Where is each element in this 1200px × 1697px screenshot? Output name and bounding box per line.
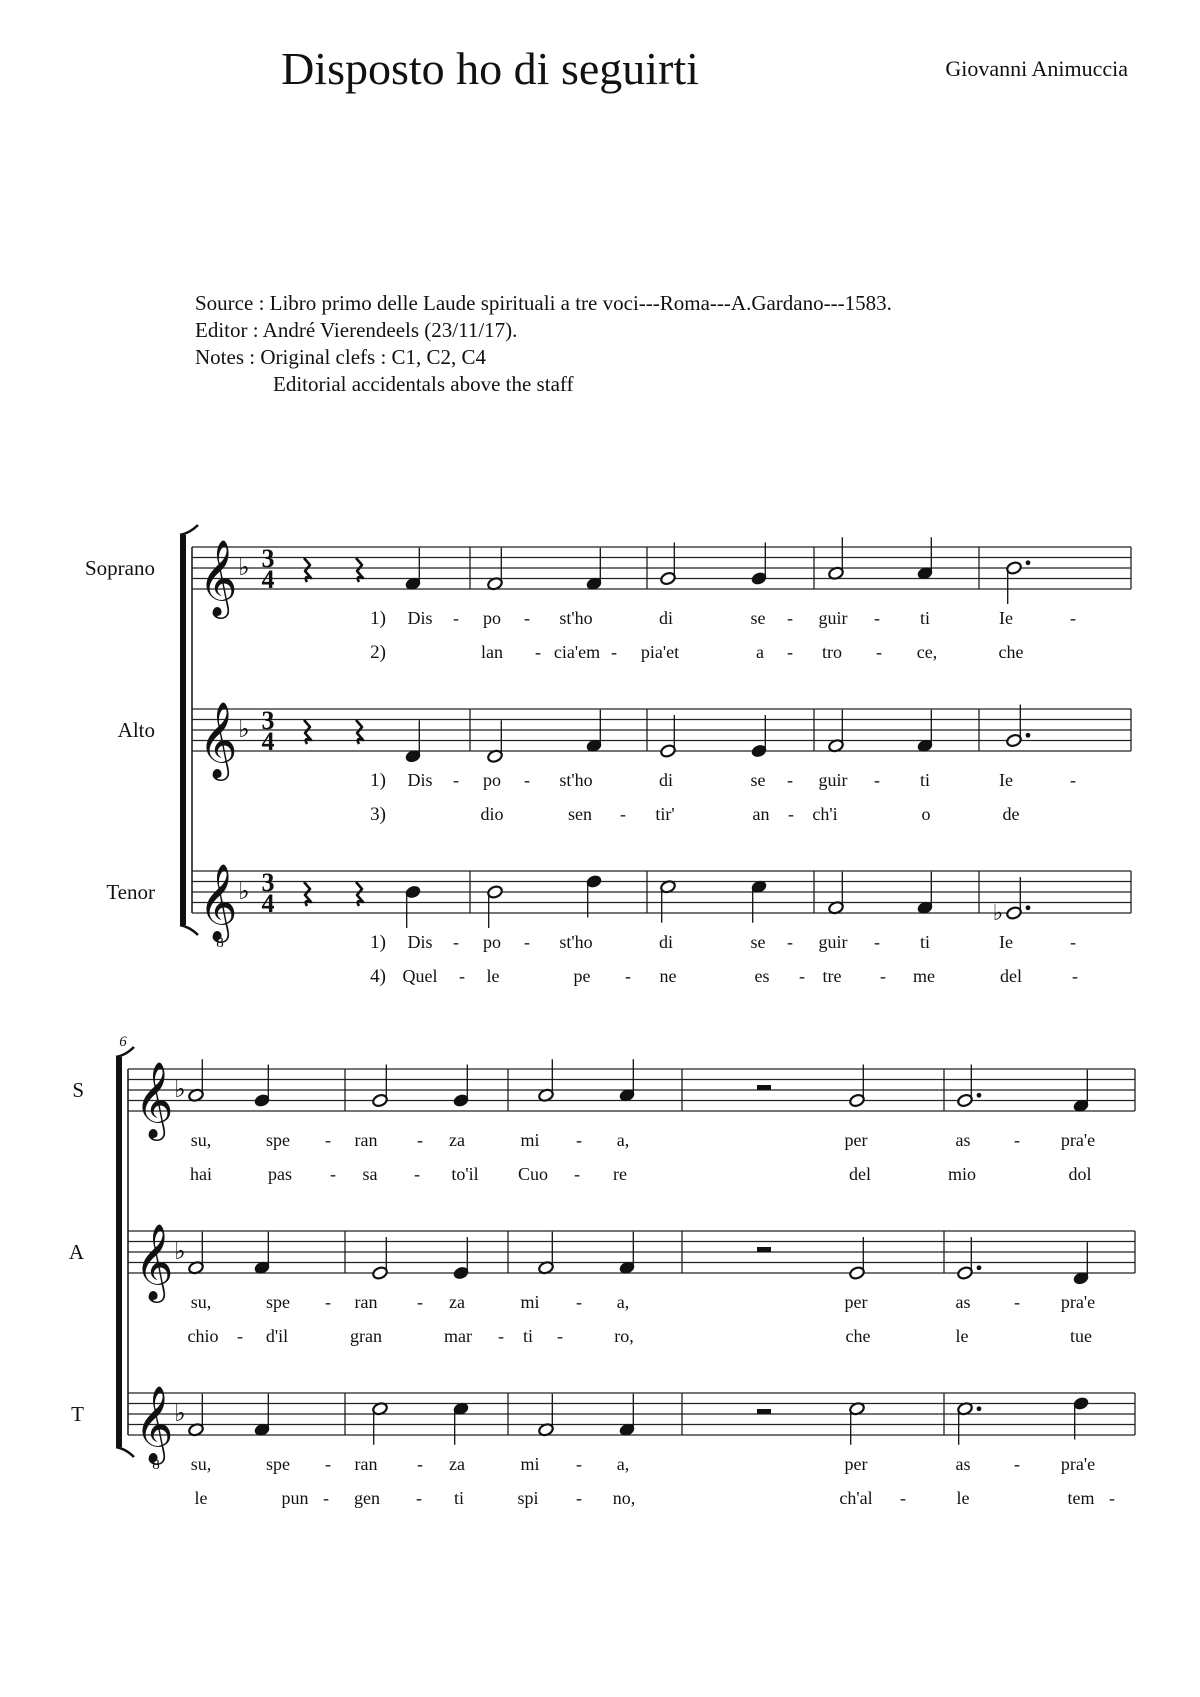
hyphen: - (416, 1488, 422, 1508)
hyphen: - (576, 1454, 582, 1474)
lyric-syllable: gran (350, 1326, 382, 1346)
bracket-bottom (116, 1447, 134, 1457)
lyric-syllable: ti (522, 1326, 534, 1346)
hyphen: - (1070, 770, 1076, 790)
hyphen: - (498, 1326, 504, 1346)
accidentals-line: Editorial accidentals above the staff (273, 372, 574, 396)
lyric-syllable: lan (481, 642, 503, 662)
augmentation-dot (977, 1265, 982, 1270)
system-bracket (180, 535, 186, 925)
lyric-syllable: tir' (655, 804, 675, 824)
hyphen: - (325, 1130, 331, 1150)
augmentation-dot (1026, 905, 1031, 910)
lyric-syllable: guir (818, 608, 848, 628)
lyric-syllable: es (754, 966, 770, 986)
key-signature-flat: ♭ (238, 879, 250, 905)
lyric-syllable: ne (659, 966, 677, 986)
hyphen: - (1109, 1488, 1115, 1508)
lyric-syllable: Quel (402, 966, 438, 986)
hyphen: - (625, 966, 631, 986)
lyric-syllable: ti (453, 1488, 465, 1508)
hyphen: - (330, 1164, 336, 1184)
lyric-syllable: ran (354, 1292, 378, 1312)
lyric-syllable: Dis (407, 770, 433, 790)
hyphen: - (611, 642, 617, 662)
lyric-syllable: tem (1067, 1488, 1095, 1508)
half-rest (757, 1409, 771, 1414)
lyric-syllable: tre (822, 966, 842, 986)
lyric-syllable: mi (520, 1454, 540, 1474)
lyric-syllable: st'ho (559, 770, 593, 790)
lyric-syllable: as (955, 1292, 971, 1312)
lyric-syllable: za (449, 1130, 465, 1150)
lyric-syllable: del (849, 1164, 871, 1184)
hyphen: - (787, 932, 793, 952)
lyric-syllable: za (449, 1292, 465, 1312)
hyphen: - (788, 804, 794, 824)
octave-marker: 8 (152, 1457, 160, 1473)
lyric-syllable: ran (354, 1130, 378, 1150)
hyphen: - (417, 1292, 423, 1312)
staff-name: Alto (117, 718, 155, 742)
lyric-syllable: no, (612, 1488, 636, 1508)
lyric-syllable: che (998, 642, 1024, 662)
lyric-syllable: ti (919, 770, 931, 790)
lyric-syllable: Ie (999, 770, 1013, 790)
lyric-syllable: Dis (407, 932, 433, 952)
lyric-syllable: tro (822, 642, 842, 662)
lyric-syllable: sa (362, 1164, 378, 1184)
lyric-syllable: po (483, 770, 501, 790)
page-title: Disposto ho di seguirti (281, 43, 699, 94)
staff-name: T (71, 1402, 84, 1426)
augmentation-dot (977, 1406, 982, 1411)
lyric-syllable: hai (190, 1164, 212, 1184)
hyphen: - (874, 932, 880, 952)
hyphen: - (576, 1292, 582, 1312)
lyric-syllable: tue (1070, 1326, 1092, 1346)
hyphen: - (414, 1164, 420, 1184)
verse-number: 2) (370, 642, 386, 663)
key-signature-flat: ♭ (174, 1239, 186, 1265)
lyric-syllable: mi (520, 1292, 540, 1312)
lyric-syllable: guir (818, 932, 848, 952)
hyphen: - (459, 966, 465, 986)
treble-clef: 𝄞 (198, 704, 238, 777)
bracket-top (180, 525, 198, 535)
verse-number: 1) (370, 932, 386, 953)
key-signature-flat: ♭ (238, 717, 250, 743)
lyric-syllable: su, (190, 1292, 212, 1312)
lyric-syllable: per (844, 1292, 868, 1312)
key-signature-flat: ♭ (174, 1077, 186, 1103)
treble-clef: 𝄞 (198, 542, 238, 615)
lyric-syllable: ce, (916, 642, 938, 662)
verse-number: 3) (370, 804, 386, 825)
half-rest (757, 1247, 771, 1252)
staff-name: Tenor (106, 880, 155, 904)
lyric-syllable: ro, (614, 1326, 634, 1346)
verse-number: 1) (370, 608, 386, 629)
hyphen: - (325, 1292, 331, 1312)
lyric-syllable: a, (616, 1454, 630, 1474)
lyric-syllable: Cuo (517, 1164, 549, 1184)
hyphen: - (574, 1164, 580, 1184)
composer: Giovanni Animuccia (945, 56, 1128, 81)
hyphen: - (417, 1454, 423, 1474)
hyphen: - (787, 770, 793, 790)
hyphen: - (1014, 1130, 1020, 1150)
lyric-syllable: a, (616, 1292, 630, 1312)
lyric-syllable: za (449, 1454, 465, 1474)
lyric-syllable: pas (268, 1164, 292, 1184)
hyphen: - (787, 642, 793, 662)
hyphen: - (576, 1130, 582, 1150)
lyric-syllable: po (483, 608, 501, 628)
lyric-syllable: me (913, 966, 935, 986)
hyphen: - (323, 1488, 329, 1508)
source-line: Source : Libro primo delle Laude spirituali a tre voci---Roma---A.Gardano---1583. (195, 291, 892, 315)
lyric-syllable: Ie (999, 608, 1013, 628)
treble-clef: 𝄞 (134, 1064, 174, 1137)
lyric-syllable: ti (919, 932, 931, 952)
hyphen: - (876, 642, 882, 662)
staff-name: A (68, 1240, 84, 1264)
lyric-syllable: di (658, 932, 674, 952)
lyric-syllable: di (658, 770, 674, 790)
lyric-syllable: gen (354, 1488, 380, 1508)
lyric-syllable: di (658, 608, 674, 628)
augmentation-dot (1026, 560, 1031, 565)
lyric-syllable: spi (517, 1488, 539, 1508)
lyric-syllable: per (844, 1130, 868, 1150)
verse-number: 4) (370, 966, 386, 987)
lyric-syllable: le (955, 1326, 969, 1346)
lyric-syllable: le (956, 1488, 970, 1508)
lyric-syllable: per (844, 1454, 868, 1474)
key-signature-flat: ♭ (174, 1401, 186, 1427)
hyphen: - (453, 770, 459, 790)
lyric-syllable: mar (444, 1326, 472, 1346)
lyric-syllable: as (955, 1130, 971, 1150)
lyric-syllable: spe (266, 1292, 290, 1312)
hyphen: - (453, 932, 459, 952)
hyphen: - (524, 932, 530, 952)
hyphen: - (237, 1326, 243, 1346)
hyphen: - (874, 770, 880, 790)
time-signature-top: 3 (261, 544, 275, 573)
hyphen: - (787, 608, 793, 628)
verse-number: 1) (370, 770, 386, 791)
lyric-syllable: spe (266, 1130, 290, 1150)
time-signature-top: 3 (261, 868, 275, 897)
lyric-syllable: le (486, 966, 500, 986)
lyric-syllable: pra'e (1060, 1130, 1096, 1150)
clefs-line: Notes : Original clefs : C1, C2, C4 (195, 345, 487, 369)
hyphen: - (1070, 608, 1076, 628)
lyric-syllable: po (483, 932, 501, 952)
hyphen: - (900, 1488, 906, 1508)
editor-line: Editor : André Vierendeels (23/11/17). (195, 318, 518, 342)
lyric-syllable: ch'i (812, 804, 838, 824)
lyric-syllable: st'ho (559, 932, 593, 952)
lyric-syllable: an (752, 804, 770, 824)
treble-clef: 𝄞 (134, 1226, 174, 1299)
lyric-syllable: spe (266, 1454, 290, 1474)
hyphen: - (799, 966, 805, 986)
staff-name: Soprano (85, 556, 155, 580)
time-signature-bottom: 4 (261, 889, 275, 918)
lyric-syllable: as (955, 1454, 971, 1474)
hyphen: - (453, 608, 459, 628)
hyphen: - (1014, 1292, 1020, 1312)
lyric-syllable: pe (573, 966, 591, 986)
hyphen: - (417, 1130, 423, 1150)
lyric-syllable: ch'al (839, 1488, 873, 1508)
key-signature-flat: ♭ (238, 555, 250, 581)
augmentation-dot (977, 1093, 982, 1098)
octave-marker: 8 (216, 935, 224, 951)
lyric-syllable: de (1002, 804, 1020, 824)
lyric-syllable: su, (190, 1454, 212, 1474)
lyric-syllable: se (750, 932, 766, 952)
time-signature-top: 3 (261, 706, 275, 735)
hyphen: - (1014, 1454, 1020, 1474)
lyric-syllable: ti (919, 608, 931, 628)
hyphen: - (576, 1488, 582, 1508)
hyphen: - (535, 642, 541, 662)
accidental-flat: ♭ (992, 900, 1004, 925)
lyric-syllable: guir (818, 770, 848, 790)
lyric-syllable: a, (616, 1130, 630, 1150)
lyric-syllable: Dis (407, 608, 433, 628)
hyphen: - (557, 1326, 563, 1346)
lyric-syllable: ran (354, 1454, 378, 1474)
half-rest (757, 1085, 771, 1090)
lyric-syllable: mi (520, 1130, 540, 1150)
staff-name: S (72, 1078, 84, 1102)
measure-number: 6 (119, 1034, 127, 1050)
lyric-syllable: dio (480, 804, 504, 824)
lyric-syllable: pun (281, 1488, 309, 1508)
lyric-syllable: Ie (999, 932, 1013, 952)
time-signature-bottom: 4 (261, 565, 275, 594)
treble-clef: 𝄞 (198, 866, 238, 939)
lyric-syllable: se (750, 608, 766, 628)
hyphen: - (874, 608, 880, 628)
lyric-syllable: sen (568, 804, 592, 824)
lyric-syllable: pra'e (1060, 1454, 1096, 1474)
treble-clef: 𝄞 (134, 1388, 174, 1461)
lyric-syllable: le (194, 1488, 208, 1508)
lyric-syllable: dol (1068, 1164, 1092, 1184)
lyric-syllable: to'il (451, 1164, 479, 1184)
lyric-syllable: cia'em (553, 642, 601, 662)
time-signature-bottom: 4 (261, 727, 275, 756)
bracket-bottom (180, 925, 198, 935)
lyric-syllable: re (613, 1164, 627, 1184)
lyric-syllable: st'ho (559, 608, 593, 628)
lyric-syllable: chio (187, 1326, 219, 1346)
hyphen: - (524, 608, 530, 628)
lyric-syllable: o (921, 804, 931, 824)
system-bracket (116, 1057, 122, 1447)
lyric-syllable: pia'et (640, 642, 680, 662)
hyphen: - (880, 966, 886, 986)
lyric-syllable: se (750, 770, 766, 790)
lyric-syllable: d'il (265, 1326, 289, 1346)
hyphen: - (325, 1454, 331, 1474)
lyric-syllable: a (756, 642, 764, 662)
lyric-syllable: su, (190, 1130, 212, 1150)
lyric-syllable: del (1000, 966, 1022, 986)
hyphen: - (524, 770, 530, 790)
hyphen: - (1072, 966, 1078, 986)
hyphen: - (1070, 932, 1076, 952)
hyphen: - (620, 804, 626, 824)
lyric-syllable: che (845, 1326, 871, 1346)
lyric-syllable: pra'e (1060, 1292, 1096, 1312)
augmentation-dot (1026, 733, 1031, 738)
lyric-syllable: mio (947, 1164, 977, 1184)
